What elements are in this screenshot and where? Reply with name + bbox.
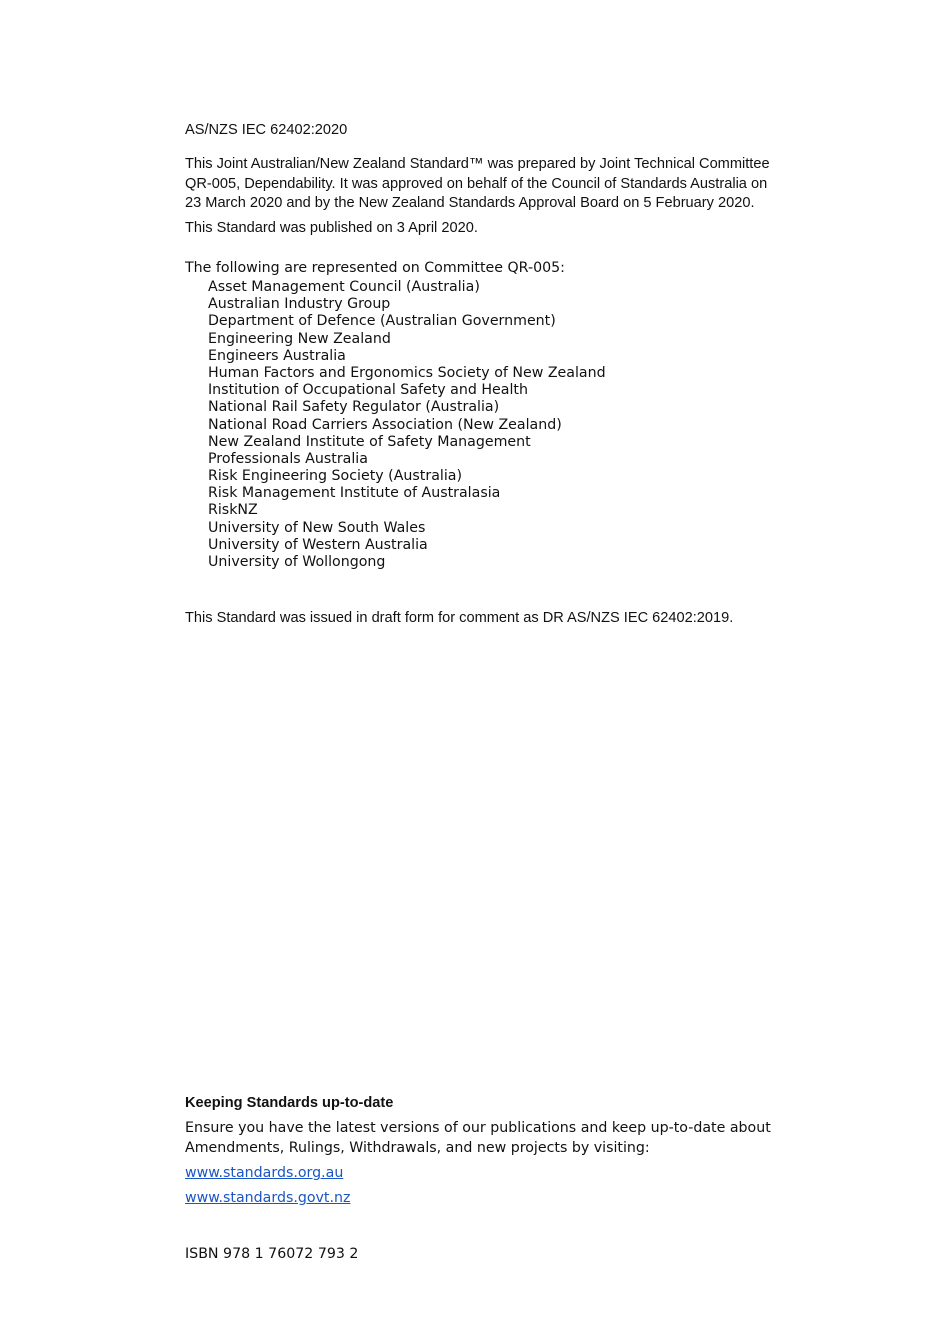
up-to-date-text: Ensure you have the latest versions of our publications and keep up-to-date about Amendments, Rulings, Withdrawals, and new projects by visiting: — [185, 1120, 771, 1156]
committee-intro: The following are represented on Committee QR-005: — [185, 260, 565, 276]
link-standards-nz[interactable]: www.standards.govt.nz — [185, 1190, 351, 1206]
document-id: AS/NZS IEC 62402:2020 — [185, 122, 348, 138]
committee-member: National Road Carriers Association (New Zealand) — [208, 416, 562, 433]
committee-member: Asset Management Council (Australia) — [208, 279, 480, 295]
committee-member: Department of Defence (Australian Government) — [208, 313, 556, 330]
isbn: ISBN 978 1 76072 793 2 — [185, 1246, 359, 1262]
committee-member: Australian Industry Group — [208, 296, 391, 313]
committee-member: Risk Management Institute of Australasia — [208, 485, 501, 502]
committee-member: RiskNZ — [208, 502, 258, 519]
publication-date: This Standard was published on 3 April 2020. — [185, 220, 478, 236]
committee-member: University of Western Australia — [208, 536, 428, 553]
committee-member: University of Wollongong — [208, 554, 386, 570]
committee-member: Risk Engineering Society (Australia) — [208, 468, 463, 485]
link-standards-nz-row — [185, 1189, 775, 1209]
committee-section — [185, 259, 785, 571]
committee-member: University of New South Wales — [208, 519, 426, 536]
draft-note: This Standard was issued in draft form for comment as DR AS/NZS IEC 62402:2019. — [185, 610, 734, 626]
committee-member: Engineering New Zealand — [208, 330, 391, 347]
preparation-paragraph: This Joint Australian/New Zealand Standard™ was prepared by Joint Technical Committee QR-005, Dependability. It was approved on behalf of the Council of Standards Australia on 23 March 2020 and by the New Zealand Standards Approval Board on 5 February 2020. — [185, 156, 770, 211]
committee-member: National Rail Safety Regulator (Australia) — [208, 399, 500, 416]
link-standards-au[interactable]: www.standards.org.au — [185, 1165, 344, 1181]
committee-member: Professionals Australia — [208, 450, 368, 467]
committee-member: Engineers Australia — [208, 347, 346, 364]
committee-member: New Zealand Institute of Safety Management — [208, 433, 531, 450]
committee-member-list — [185, 279, 785, 571]
committee-member: Institution of Occupational Safety and Health — [208, 382, 528, 399]
link-standards-au-row — [185, 1164, 775, 1184]
committee-member: Human Factors and Ergonomics Society of New Zealand — [208, 364, 606, 381]
up-to-date-heading: Keeping Standards up-to-date — [185, 1095, 394, 1111]
